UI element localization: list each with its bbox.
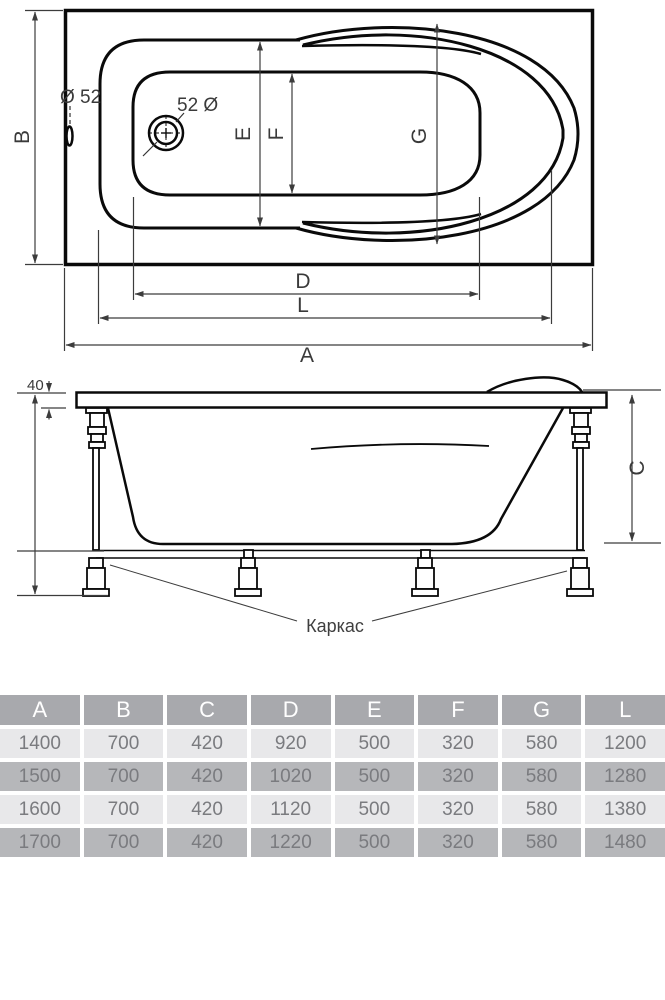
table-cell: 1400 [0,729,80,758]
table-cell: 580 [502,729,582,758]
table-cell: 320 [418,795,498,824]
table-cell: 1120 [251,795,331,824]
table-cell: 1380 [585,795,665,824]
frame-leader-left [110,565,297,621]
table-cell: 500 [335,795,415,824]
table-header-b: B [84,695,164,725]
table-cell: 580 [502,795,582,824]
side-view [17,377,661,636]
table-cell: 420 [167,729,247,758]
headrest-bump [487,377,582,392]
dim-label-g: G [408,127,431,145]
table-cell: 1480 [585,828,665,857]
table-cell: 920 [251,729,331,758]
dim-label-l: L [297,294,309,317]
table-cell: 700 [84,729,164,758]
table-cell: 320 [418,762,498,791]
table-cell: 1600 [0,795,80,824]
drain-diameter-label: 52 Ø [177,95,219,116]
dim-label-c: C [626,460,649,476]
table-row [0,828,665,857]
table-header-a: A [0,695,80,725]
tub-inner-contour [311,444,489,449]
top-view [11,11,593,368]
table-cell: 1020 [251,762,331,791]
table-row [0,729,665,758]
table-cell: 580 [502,828,582,857]
table-header-l: L [585,695,665,725]
frame-leg-left [83,408,109,596]
frame-leader-right [372,571,567,621]
dimension-table [0,695,665,861]
rim-thickness-label: 40 [27,377,44,394]
frame-leg-right [567,408,593,596]
frame-label: Каркас [306,616,364,636]
table-cell: 1200 [585,729,665,758]
dim-label-b: B [11,129,34,145]
table-cell: 420 [167,795,247,824]
dim-label-a: A [299,344,315,367]
table-cell: 320 [418,828,498,857]
table-cell: 700 [84,762,164,791]
table-cell: 700 [84,795,164,824]
table-header-row [0,695,665,725]
table-cell: 320 [418,729,498,758]
frame-foot-3 [412,550,438,596]
table-header-c: C [167,695,247,725]
table-cell: 580 [502,762,582,791]
rim-bar [77,393,607,408]
table-cell: 500 [335,828,415,857]
table-row [0,762,665,791]
table-cell: 500 [335,762,415,791]
table-header-g: G [502,695,582,725]
tub-body-profile [108,408,563,544]
table-cell: 1280 [585,762,665,791]
dim-label-d: D [295,270,311,293]
table-header-d: D [251,695,331,725]
dim-label-e: E [232,126,255,142]
dim-label-f: F [265,127,288,141]
table-cell: 420 [167,762,247,791]
table-cell: 1500 [0,762,80,791]
table-cell: 700 [84,828,164,857]
frame-foot-2 [235,550,261,596]
table-header-e: E [335,695,415,725]
overflow-diameter-label: Ø 52 [60,87,102,108]
table-cell: 500 [335,729,415,758]
tub-outer-rect [66,11,593,265]
table-cell: 1220 [251,828,331,857]
table-cell: 1700 [0,828,80,857]
dim-c [583,390,661,543]
table-cell: 420 [167,828,247,857]
table-header-f: F [418,695,498,725]
table-row [0,795,665,824]
